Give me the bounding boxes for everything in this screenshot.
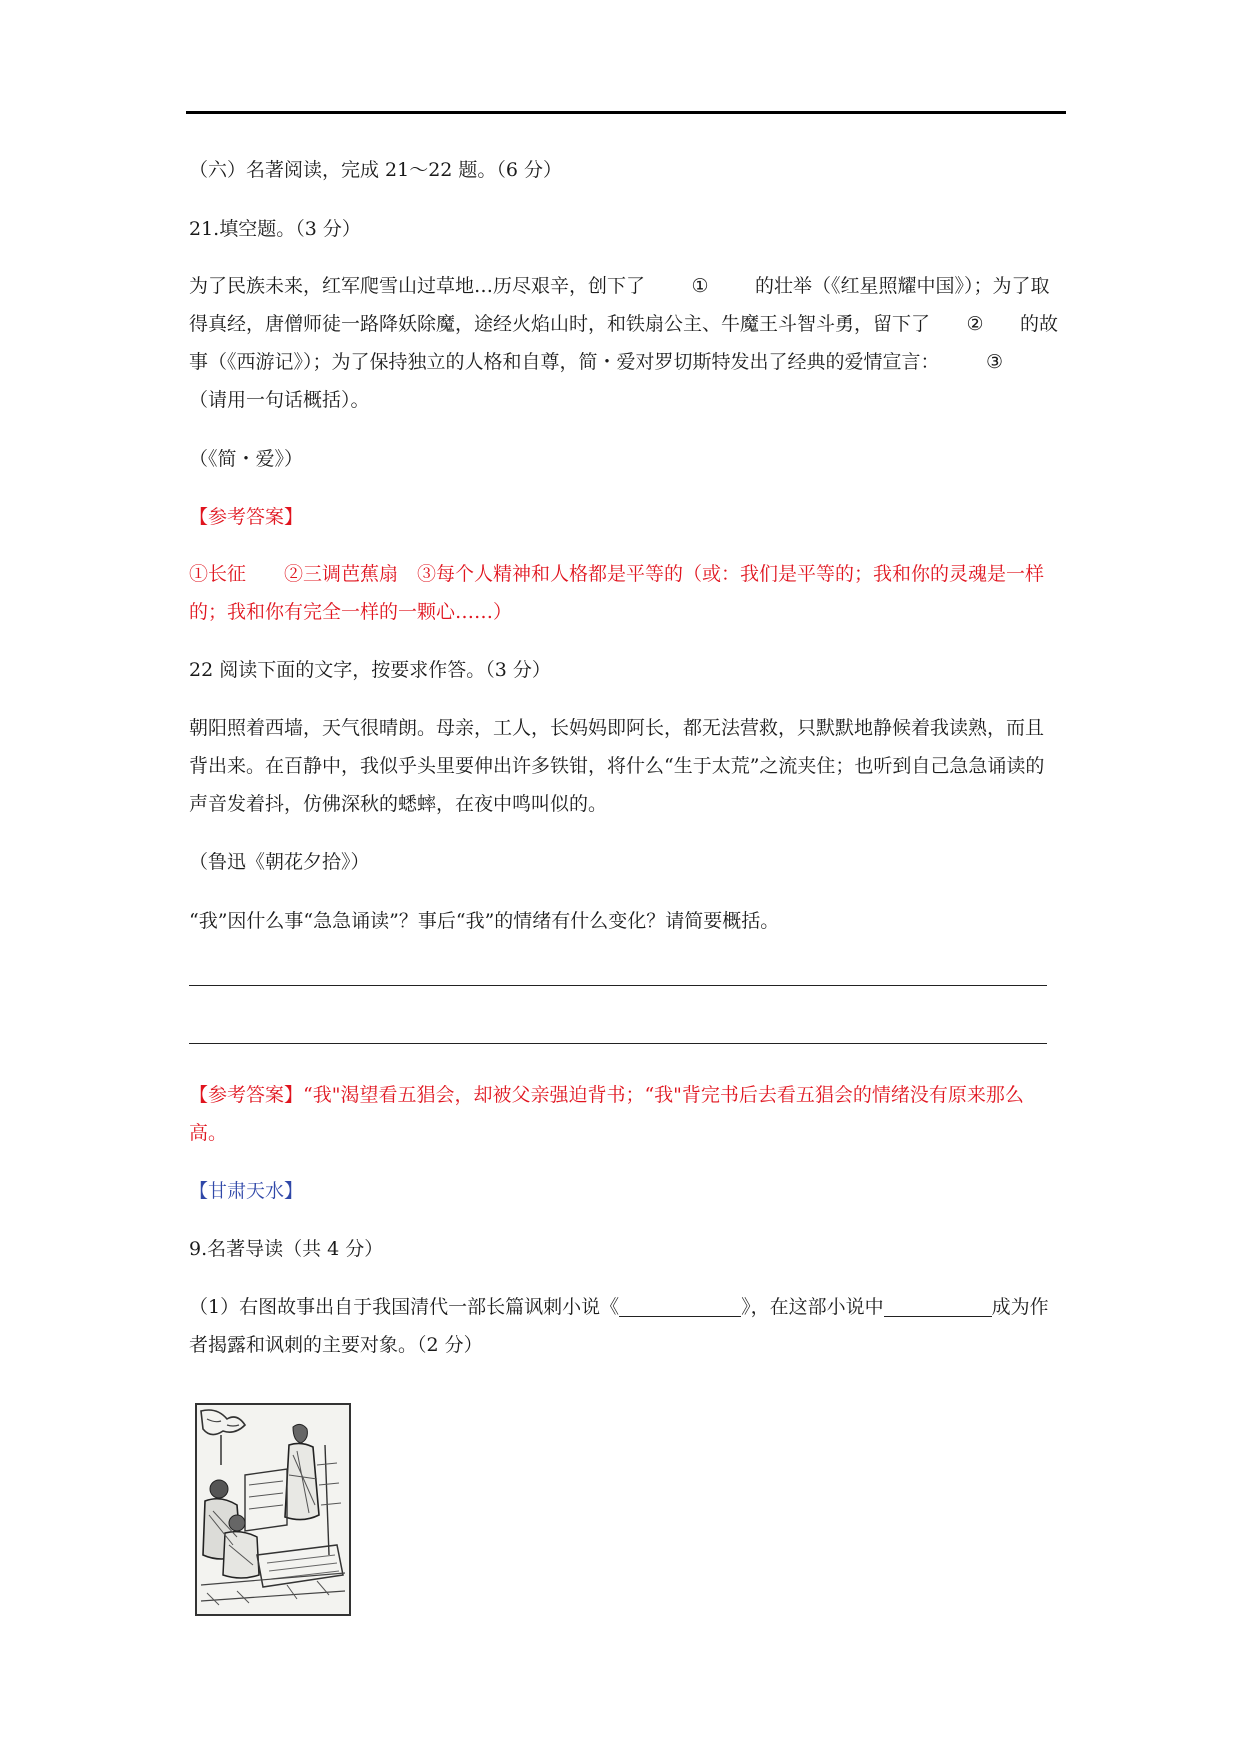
fill-blank-novel-title[interactable] xyxy=(619,1294,741,1317)
q9-1-text-c: 成为作者揭露和讽刺的主要对象。（2 分） xyxy=(189,1296,1049,1356)
q22-title: 22 阅读下面的文字，按要求作答。（3 分） xyxy=(189,659,551,681)
q21-text-3: 的故事（《西游记》）；为了保持独立的人格和自尊，简・爱对罗切斯特发出了经典的爱情宣言： xyxy=(189,313,1059,373)
answer-line-2[interactable] xyxy=(189,1043,1047,1044)
woodcut-illustration xyxy=(195,1403,351,1616)
q21-source: （《简・爱》） xyxy=(189,448,304,470)
q22-question: “我”因什么事“急急诵读”？事后“我”的情绪有什么变化？请简要概括。 xyxy=(189,910,780,932)
q22-answer: 【参考答案】“我"渴望看五猖会，却被父亲强迫背书；“我"背完书后去看五猖会的情绪没有原来那么高。 xyxy=(189,1084,1024,1144)
q22-passage: 朝阳照着西墙，天气很晴朗。母亲，工人，长妈妈即阿长，都无法营救，只默默地静候着我读熟，而且背出来。在百静中，我似乎头里要伸出许多铁钳，将什么“生于太荒”之流夹住；也听到自己急急诵读的声音发着抖，仿佛深秋的蟋蟀，在夜中鸣叫似的。 xyxy=(189,717,1045,815)
q21-answer: ①长征 ②三调芭蕉扇 ③每个人精神和人格都是平等的（或：我们是平等的；我和你的灵魂是一样的；我和你有完全一样的一颗心……） xyxy=(189,563,1045,623)
region-tag: 【甘肃天水】 xyxy=(189,1180,304,1202)
q21-text-4: （请用一句话概括）。 xyxy=(189,389,370,411)
section-heading: （六）名著阅读，完成 21～22 题。（6 分） xyxy=(189,159,563,181)
q9-1 xyxy=(189,1288,1059,1364)
q21-title: 21.填空题。（3 分） xyxy=(189,218,361,240)
answer-line-1[interactable] xyxy=(189,985,1047,986)
q9-1-text-a: （1）右图故事出自于我国清代一部长篇讽刺小说《 xyxy=(189,1296,620,1318)
q9-title: 9.名著导读（共 4 分） xyxy=(189,1238,384,1260)
q9-1-text-b: 》，在这部小说中 xyxy=(741,1296,884,1318)
q21-text-1: 为了民族未来，红军爬雪山过草地…历尽艰辛，创下了 xyxy=(189,275,646,297)
q21-answer-label: 【参考答案】 xyxy=(189,506,304,528)
q22-source: （鲁迅《朝花夕拾》） xyxy=(189,851,370,873)
header-rule xyxy=(186,111,1066,114)
blank-marker-3: ③ xyxy=(985,351,1004,373)
blank-marker-1: ① xyxy=(691,275,709,297)
q21-text-2: 的壮举（《红星照耀中国》）；为了取得真经，唐僧师徒一路降妖除魔，途经火焰山时，和铁扇公主、牛魔王斗智斗勇，留下了 xyxy=(189,275,1050,335)
illustration-drawing xyxy=(197,1405,349,1614)
blank-marker-2: ② xyxy=(966,313,984,335)
fill-blank-target[interactable] xyxy=(884,1294,992,1317)
q21-body xyxy=(189,267,1059,419)
